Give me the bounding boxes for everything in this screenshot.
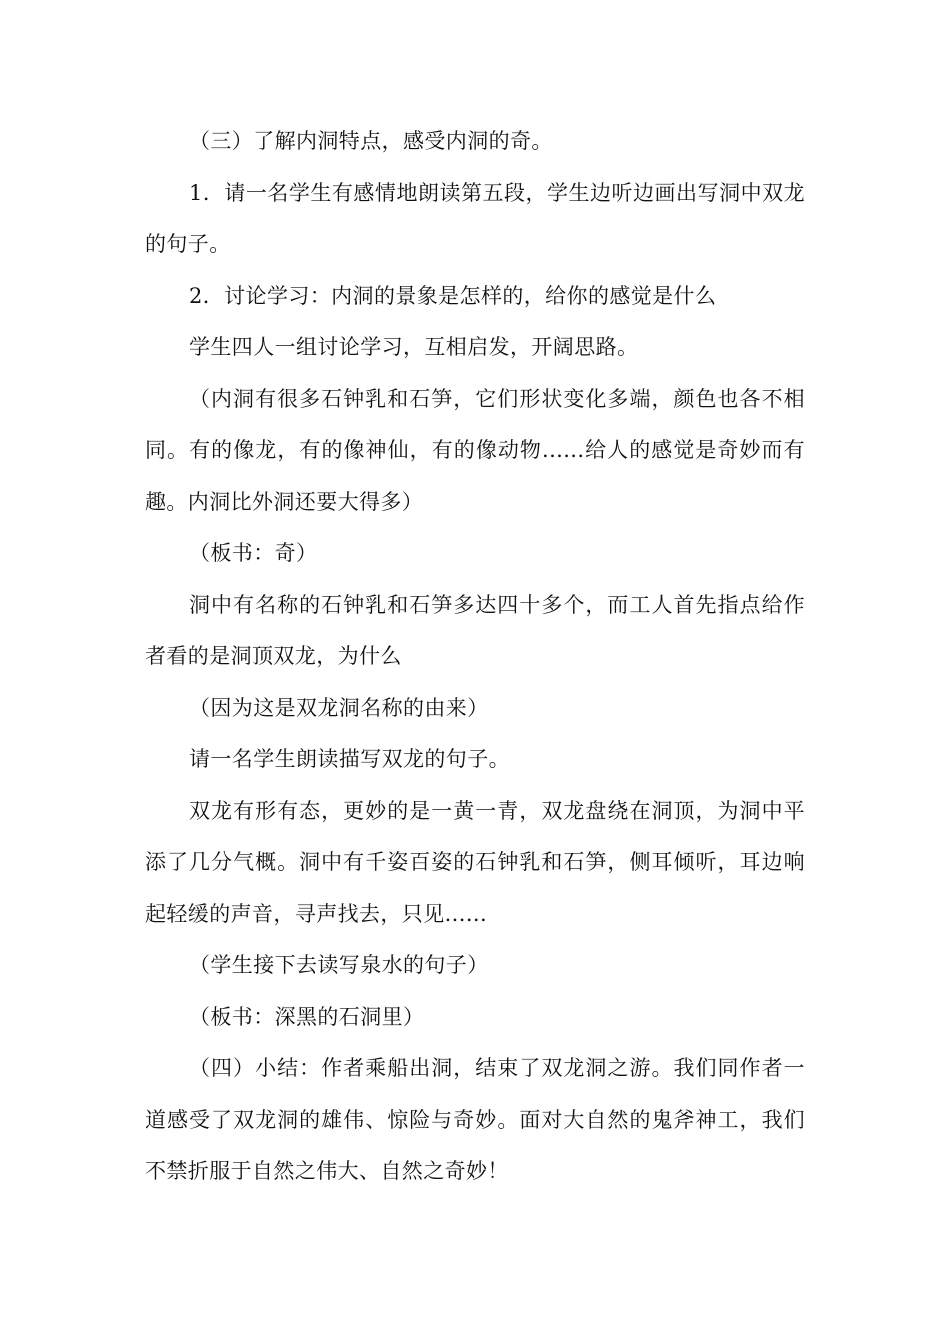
paragraph-group-discussion: 学生四人一组讨论学习，互相启发，开阔思路。 bbox=[189, 335, 639, 359]
paragraph-step-two: 2．讨论学习：内洞的景象是怎样的，给你的感觉是什么 bbox=[189, 283, 717, 308]
paragraph-board-note-dark-cave: （板书：深黑的石洞里） bbox=[189, 1004, 425, 1029]
paragraph-dragon-description: 双龙有形有态，更妙的是一黄一青，双龙盘绕在洞顶，为洞中平添了几分气概。洞中有千姿百姿的石钟乳和石笋，侧耳倾听，耳边响起轻缓的声音，寻声找去，只见...... bbox=[145, 798, 805, 926]
paragraph-spring-water: （学生接下去读写泉水的句子） bbox=[189, 953, 489, 977]
paragraph-inner-cave-answer: （内洞有很多石钟乳和石笋，它们形状变化多端，颜色也各不相同。有的像龙，有的像神仙，有的像动物......给人的感觉是奇妙而有趣。内洞比外洞还要大得多） bbox=[145, 386, 805, 514]
paragraph-summary: （四）小结：作者乘船出洞，结束了双龙洞之游。我们同作者一道感受了双龙洞的雄伟、惊险与奇妙。面对大自然的鬼斧神工，我们不禁折服于自然之伟大、自然之奇妙！ bbox=[145, 1056, 805, 1183]
paragraph-section-three-heading: （三）了解内洞特点，感受内洞的奇。 bbox=[189, 129, 553, 153]
paragraph-read-dragon-sentences: 请一名学生朗读描写双龙的句子。 bbox=[189, 747, 510, 771]
paragraph-step-one: 1．请一名学生有感情地朗读第五段，学生边听边画出写洞中双龙的句子。 bbox=[145, 180, 805, 256]
document-body bbox=[145, 116, 805, 1198]
paragraph-board-note-qi: （板书：奇） bbox=[189, 541, 318, 565]
paragraph-stalactite-question: 洞中有名称的石钟乳和石笋多达四十多个，而工人首先指点给作者看的是洞顶双龙，为什么 bbox=[145, 592, 805, 668]
paragraph-name-origin: （因为这是双龙洞名称的由来） bbox=[189, 695, 489, 720]
